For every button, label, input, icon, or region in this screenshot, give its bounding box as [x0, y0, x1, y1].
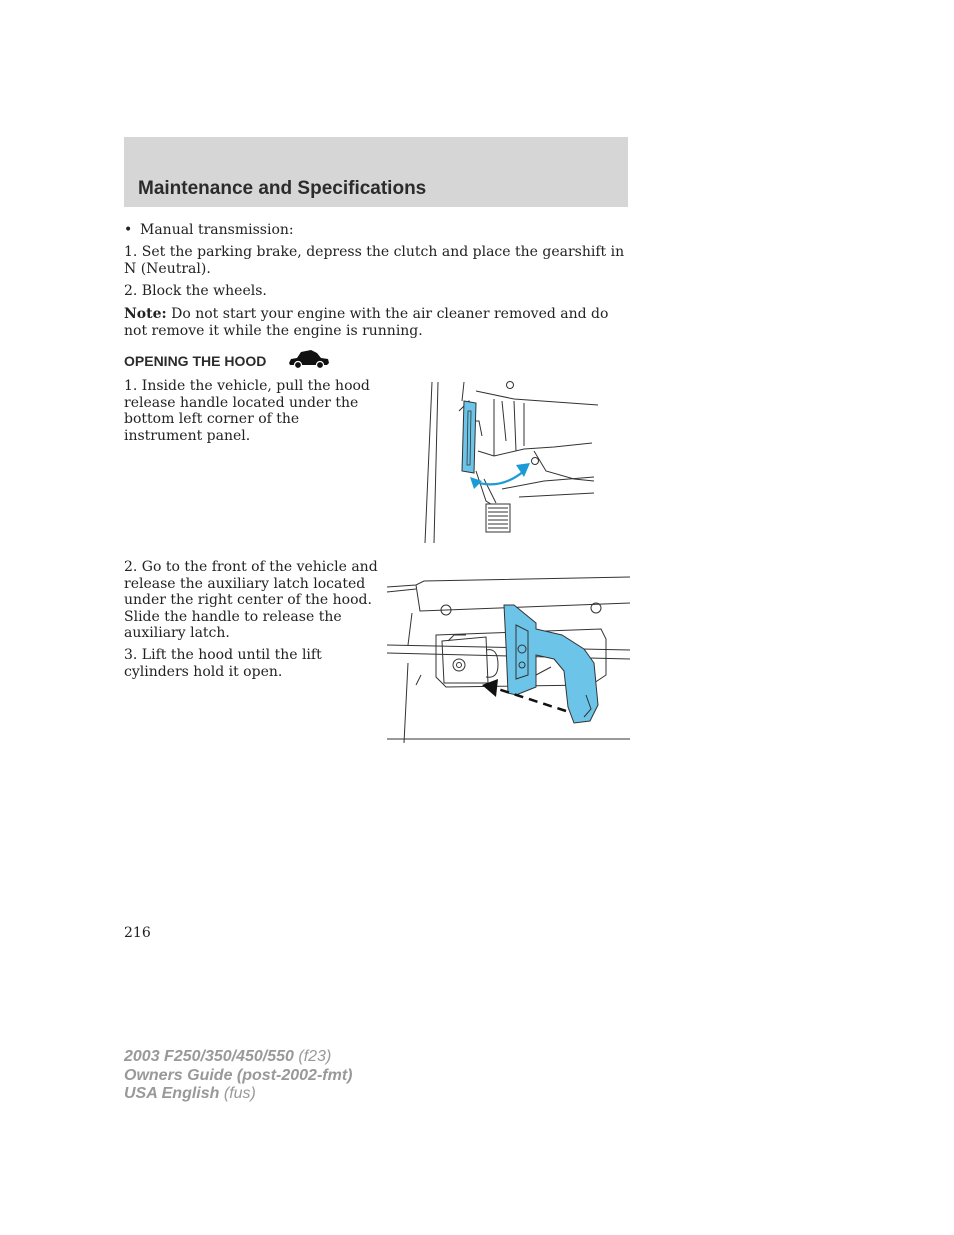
auxiliary-latch-illustration	[386, 575, 630, 743]
paragraph-step-b: 2. Block the wheels.	[124, 283, 267, 299]
page-number: 216	[124, 925, 151, 941]
paragraph-step-a: 1. Set the parking brake, depress the clutch and place the gearshift in N (Neutral).	[124, 244, 625, 277]
footer-model-code: (f23)	[293, 1048, 332, 1065]
section-title: OPENING THE HOOD	[124, 353, 267, 369]
footer-line-3	[124, 1085, 352, 1104]
bullet-text: Manual transmission:	[140, 222, 294, 238]
paragraph-step-3: 3. Lift the hood until the lift cylinders hold it open.	[124, 647, 322, 680]
paragraph-step-1: 1. Inside the vehicle, pull the hood release handle located under the bottom left corner of the instrument panel.	[124, 378, 370, 444]
note-text: Do not start your engine with the air cleaner removed and do not remove it while the engine is running.	[124, 306, 609, 339]
footer-language-code: (fus)	[219, 1085, 256, 1102]
hood-release-handle-illustration	[424, 381, 602, 544]
bullet-item	[124, 222, 294, 239]
footer-line-1	[124, 1048, 352, 1067]
bullet-marker: •	[124, 222, 133, 238]
footer-line-2	[124, 1067, 352, 1086]
section-header	[124, 137, 628, 207]
footer-language: USA English	[124, 1085, 220, 1102]
page-title: Maintenance and Specifications	[138, 178, 427, 199]
footer-model: 2003 F250/350/450/550	[124, 1048, 294, 1065]
note-label: Note:	[124, 306, 167, 322]
note-paragraph	[124, 306, 628, 339]
paragraph-step-2: 2. Go to the front of the vehicle and release the auxiliary latch located under the right center of the hood. Slide the handle to release the auxiliary latch.	[124, 559, 378, 641]
document-footer	[124, 1048, 352, 1104]
footer-guide: Owners Guide (post-2002-fmt)	[124, 1066, 353, 1084]
car-hood-open-icon	[287, 349, 331, 371]
